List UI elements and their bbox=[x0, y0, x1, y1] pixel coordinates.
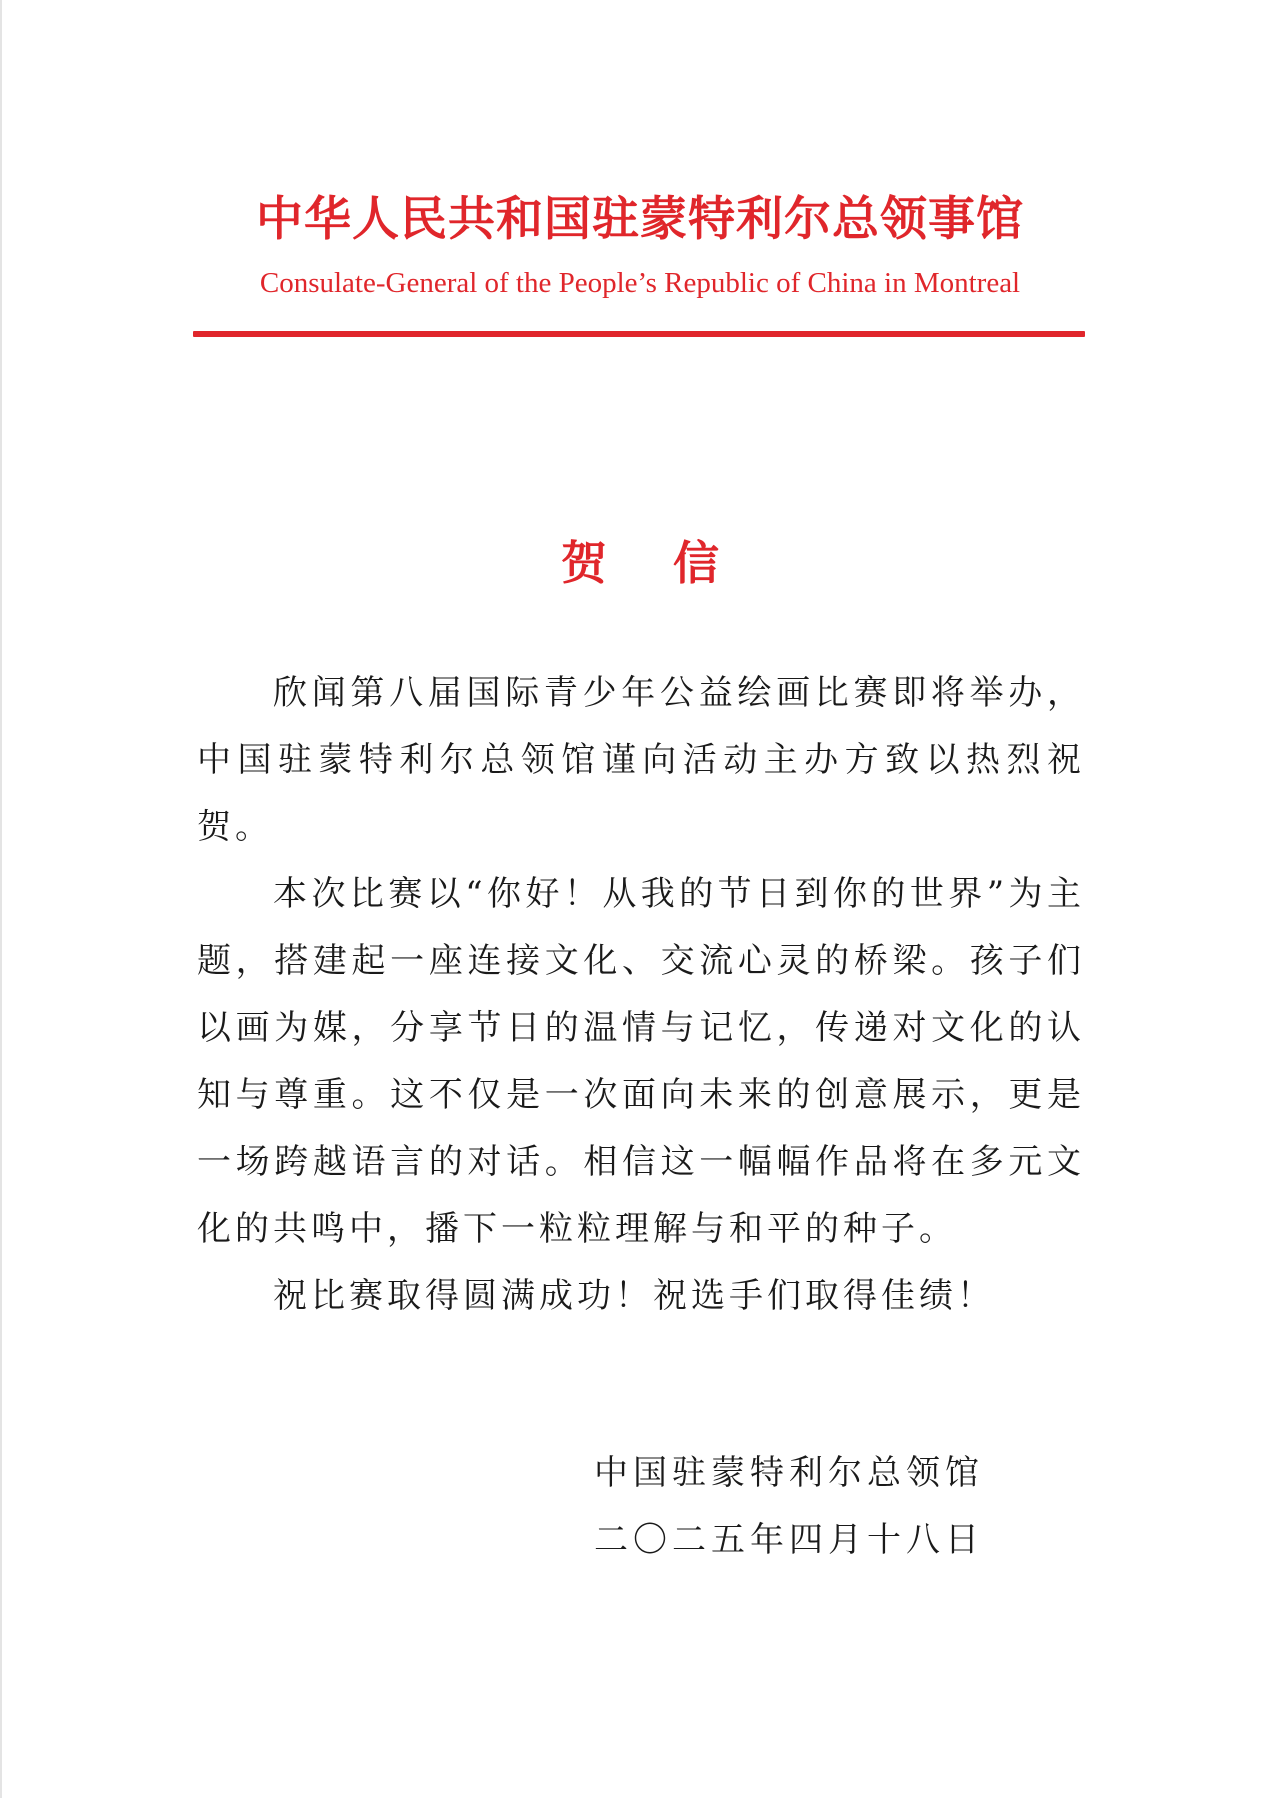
letterhead-english-name: Consulate-General of the People’s Republic of China in Montreal bbox=[259, 267, 1021, 299]
body-paragraph: 欣闻第八届国际青少年公益绘画比赛即将举办，中国驻蒙特利尔总领馆谨向活动主办方致以热烈祝贺。 bbox=[197, 673, 1085, 847]
body-paragraph: 祝比赛取得圆满成功！祝选手们取得佳绩！ bbox=[273, 1276, 995, 1316]
letter-title bbox=[0, 528, 1280, 598]
signature-date: 二〇二五年四月十八日 bbox=[594, 1520, 984, 1560]
body-paragraph: 本次比赛以“你好！从我的节日到你的世界”为主题，搭建起一座连接文化、交流心灵的桥梁。孩子们以画为媒，分享节日的温情与记忆，传递对文化的认知与尊重。这不仅是一次面向未来的创意展示，更是一场跨越语言的对话。相信这一幅幅作品将在多元文化的共鸣中，播下一粒粒理解与和平的种子。 bbox=[197, 874, 1085, 1249]
letterhead-divider bbox=[193, 331, 1085, 337]
letter-title-char-2: 信 bbox=[673, 536, 719, 590]
signature-block bbox=[594, 1440, 1014, 1574]
signature-organization: 中国驻蒙特利尔总领馆 bbox=[594, 1453, 984, 1493]
letter-body bbox=[197, 660, 1085, 1330]
letterhead-chinese-name: 中华人民共和国驻蒙特利尔总领事馆 bbox=[256, 192, 1024, 247]
letter-title-char-1: 贺 bbox=[561, 536, 607, 590]
